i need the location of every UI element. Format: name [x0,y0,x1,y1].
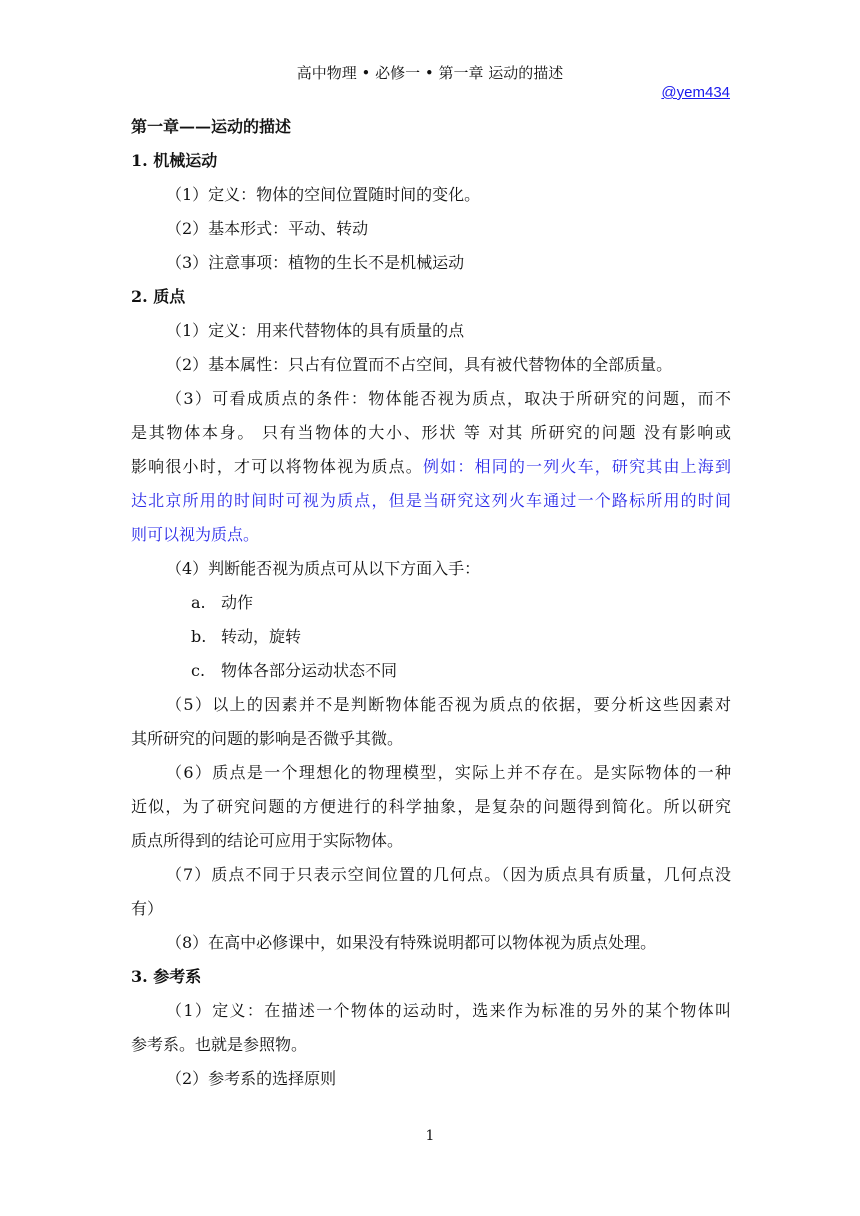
list-marker: b. [191,627,207,646]
paragraph-line: 参考系。也就是参照物。 [131,1035,308,1054]
paragraph: （1）定义：用来代替物体的具有质量的点 [166,321,465,340]
paragraph-line: 质点所得到的结论可应用于实际物体。 [131,831,404,850]
example-text: 达北京所用的时间时可视为质点，但是当研究这列火车通过一个路标所用的时间 [131,491,731,510]
list-item [131,620,731,654]
example-text: 例如：相同的一列火车，研究其由上海到 [423,457,731,476]
section-heading-reference-frame: 3. 参考系 [131,967,202,986]
section-heading-mechanical-motion: 1. 机械运动 [131,151,218,170]
section-heading-particle: 2. 质点 [131,287,186,306]
author-link[interactable]: @yem434 [661,84,730,101]
paragraph-line [131,450,731,484]
paragraph-line: （7）质点不同于只表示空间位置的几何点。（因为质点具有质量，几何点没 [166,865,731,884]
document-body [131,110,731,1096]
paragraph-line: 是其物体本身。 只有当物体的大小、形状 等 对其 所研究的问题 没有影响或 [131,423,731,442]
list-item [131,586,731,620]
list-text: 转动，旋转 [221,627,302,646]
paragraph-text: 影响很小时，才可以将物体视为质点。 [131,457,423,476]
list-text: 物体各部分运动状态不同 [221,661,398,680]
paragraph: （3）注意事项：植物的生长不是机械运动 [166,253,465,272]
list-item [131,654,731,688]
paragraph-line: 近似，为了研究问题的方便进行的科学抽象，是复杂的问题得到简化。所以研究 [131,797,731,816]
paragraph-line: （1）定义：在描述一个物体的运动时，选来作为标准的另外的某个物体叫 [166,1001,731,1020]
paragraph: （2）基本形式：平动、转动 [166,219,369,238]
list-marker: a. [191,593,206,612]
chapter-title: 第一章——运动的描述 [131,117,292,136]
paragraph-line: 有） [131,899,164,918]
paragraph-line: （6）质点是一个理想化的物理模型，实际上并不存在。是实际物体的一种 [166,763,731,782]
paragraph: （2）基本属性：只占有位置而不占空间，具有被代替物体的全部质量。 [166,355,673,374]
page-number: 1 [425,1128,435,1144]
paragraph: （4）判断能否视为质点可从以下方面入手： [166,559,481,578]
list-marker: c. [191,661,206,680]
paragraph: （2）参考系的选择原则 [166,1069,337,1088]
paragraph: （8）在高中必修课中，如果没有特殊说明都可以物体视为质点处理。 [166,933,657,952]
example-text: 则可以视为质点。 [131,525,260,544]
paragraph-line: 其所研究的问题的影响是否微乎其微。 [131,729,404,748]
paragraph-line: （3）可看成质点的条件：物体能否视为质点，取决于所研究的问题，而不 [166,389,731,408]
paragraph-line: （5）以上的因素并不是判断物体能否视为质点的依据，要分析这些因素对 [166,695,731,714]
paragraph: （1）定义：物体的空间位置随时间的变化。 [166,185,481,204]
page-header: 高中物理 • 必修一 • 第一章 运动的描述 [296,64,564,82]
list-text: 动作 [221,593,254,612]
